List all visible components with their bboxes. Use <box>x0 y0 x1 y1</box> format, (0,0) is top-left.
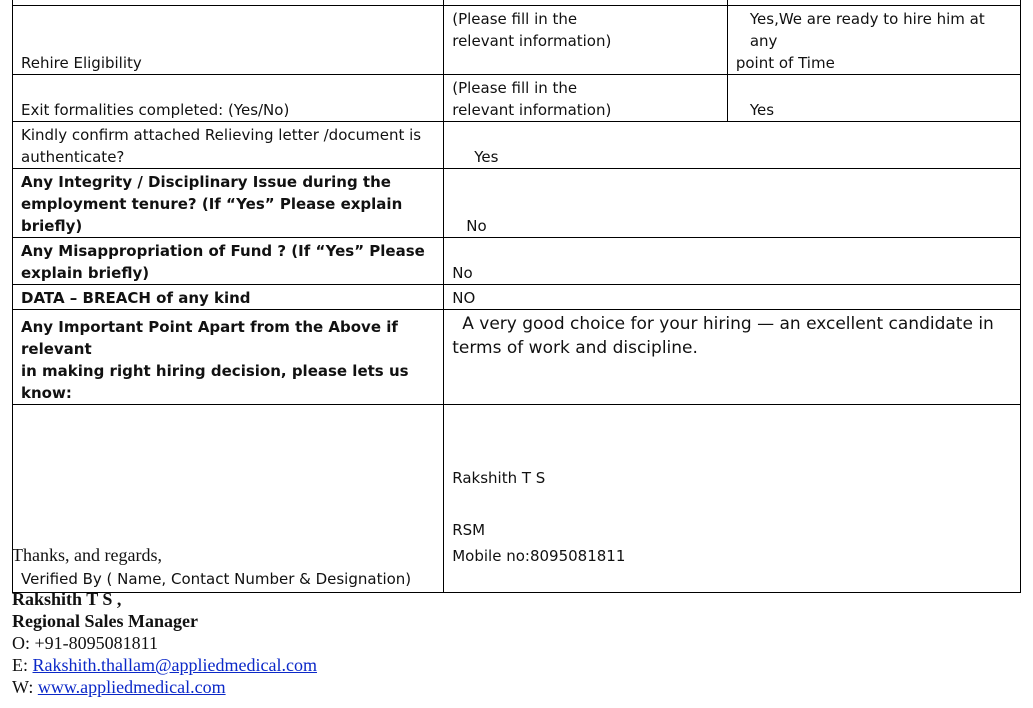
email-signature <box>12 544 317 698</box>
table-row-relieving-letter <box>13 122 1021 169</box>
row-instruction: (Please fill in the relevant information) <box>444 75 728 122</box>
table-row-integrity <box>13 169 1021 238</box>
table-row-misappropriation <box>13 238 1021 285</box>
row-label: Any Integrity / Disciplinary Issue during the employment tenure? (If “Yes” Please explain briefly) <box>13 169 444 238</box>
row-value: NO <box>444 285 1021 310</box>
table-row-data-breach <box>13 285 1021 310</box>
row-instruction: (Please fill in the relevant information) <box>444 6 728 75</box>
signature-phone: O: +91-8095081811 <box>12 633 158 653</box>
table-row-important-point <box>13 310 1021 405</box>
closing-text: Thanks, and regards, <box>12 545 162 565</box>
table-row-rehire <box>13 6 1021 75</box>
row-value: No <box>444 169 1021 238</box>
row-label: Verified By ( Name, Contact Number & Designation) <box>13 405 444 593</box>
verifier-designation: RSM <box>452 521 486 539</box>
table-row-exit-formalities <box>13 75 1021 122</box>
signature-web: W: www.appliedmedical.com <box>12 677 226 697</box>
reference-check-table <box>12 0 1021 593</box>
email-link[interactable]: Rakshith.thallam@appliedmedical.com <box>32 655 318 675</box>
website-link[interactable]: www.appliedmedical.com <box>37 677 226 697</box>
row-label: Kindly confirm attached Relieving letter /document is authenticate? <box>13 122 444 169</box>
signature-name: Rakshith T S , <box>12 589 122 609</box>
row-label: DATA – BREACH of any kind <box>13 285 444 310</box>
row-label: Any Important Point Apart from the Above if relevant in making right hiring decision, please lets us know: <box>13 310 444 405</box>
row-label: Any Misappropriation of Fund ? (If “Yes” Please explain briefly) <box>13 238 444 285</box>
row-value: Yes <box>727 75 1020 122</box>
row-value: No <box>444 238 1021 285</box>
row-value <box>444 405 1021 593</box>
row-value: Yes <box>444 122 1021 169</box>
signature-title: Regional Sales Manager <box>12 611 198 631</box>
row-label: Exit formalities completed: (Yes/No) <box>13 75 444 122</box>
verifier-mobile: Mobile no:8095081811 <box>452 547 626 565</box>
row-value: A very good choice for your hiring — an excellent candidate in terms of work and discipline. <box>444 310 1021 405</box>
row-label: Rehire Eligibility <box>13 6 444 75</box>
verifier-name: Rakshith T S <box>452 469 546 487</box>
row-value: Yes,We are ready to hire him at any point of Time <box>727 6 1020 75</box>
signature-email: E: Rakshith.thallam@appliedmedical.com <box>12 655 318 675</box>
